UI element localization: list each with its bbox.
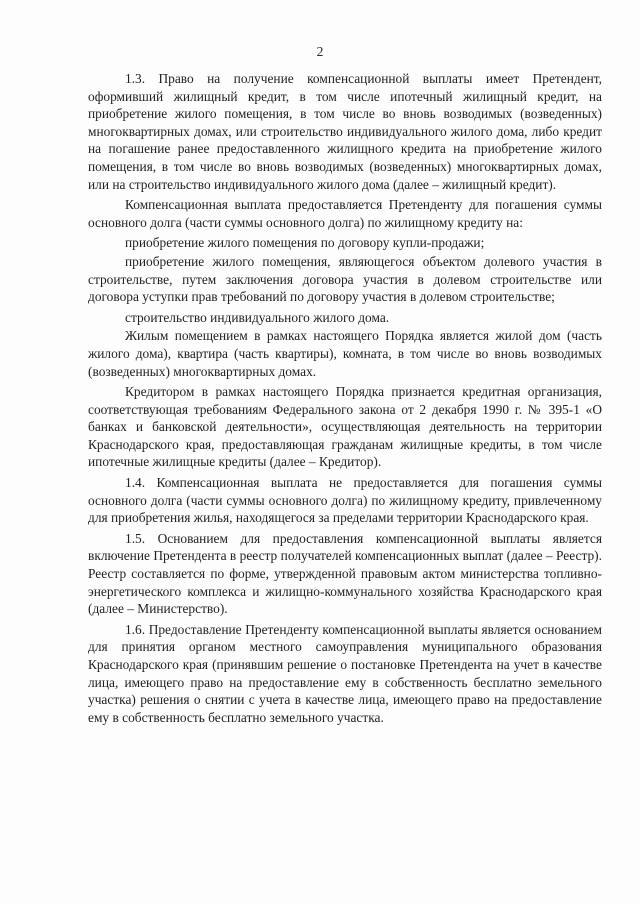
paragraph-individual-house: строительство индивидуального жилого дома. — [125, 309, 390, 325]
document-body — [88, 70, 602, 729]
paragraph-residential-premises: Жилым помещением в рамках настоящего Порядка является жилой дом (часть жилого дома), квартира (часть квартиры), комната, в том числе во вновь возводимых (возведенных) многоквартирных домах. — [88, 328, 602, 379]
paragraph-1-6: 1.6. Предоставление Претенденту компенсационной выплаты является основанием для принятия органом местного самоуправления муниципального образования Краснодарского края (принявшим решение о постановке Претендента на учет в качестве лица, имеющего право на предоставление ему в собственность бесплатно земельного участка) решения о снятии с учета в качестве лица, имеющего право на предоставление ему в собственность бесплатно земельного участка. — [88, 621, 602, 725]
paragraph-purchase: приобретение жилого помещения по договору купли-продажи; — [125, 235, 485, 251]
paragraph-1-4: 1.4. Компенсационная выплата не предоставляется для погашения суммы основного долга (части суммы основного долга) по жилищному кредиту, привлеченному для приобретения жилья, находящегося за пределами территории Краснодарского края. — [88, 475, 602, 526]
paragraph-compensation-purpose: Компенсационная выплата предоставляется Претенденту для погашения суммы основного долга (части суммы основного долга) по жилищному кредиту на: — [88, 197, 602, 230]
paragraph-1-3: 1.3. Право на получение компенсационной выплаты имеет Претендент, оформивший жилищный кредит, в том числе ипотечный жилищный кредит, на приобретение жилого помещения, в том числе во вновь возводимых (возведенных) многоквартирных домах, или строительство индивидуального жилого дома, либо кредит на погашение ранее предоставленного жилищного кредита на приобретение жилого помещения, в том числе во вновь возводимых (возведенных) многоквартирных домах, или на строительство индивидуального жилого дома (далее – жилищный кредит). — [88, 71, 602, 192]
page-number: 2 — [316, 44, 324, 59]
paragraph-1-5: 1.5. Основанием для предоставления компенсационной выплаты является включение Претендента в реестр получателей компенсационных выплат (далее – Реестр). Реестр составляется по форме, утвержденной правовым актом министерства топливно-энергетического комплекса и жилищно-коммунального хозяйства Краснодарского края (далее – Министерство). — [88, 530, 602, 617]
paragraph-creditor: Кредитором в рамках настоящего Порядка признается кредитная организация, соответствующая требованиям Федерального закона от 2 декабря 1990 г. № 395-1 «О банках и банковской деятельности», осуществляющая деятельность на территории Краснодарского края, предоставляющая гражданам жилищные кредиты, в том числе ипотечные жилищные кредиты (далее – Кредитор). — [88, 384, 602, 470]
paragraph-shared-construction: приобретение жилого помещения, являющегося объектом долевого участия в строительстве, путем заключения договора участия в долевом строительстве или договора уступки прав требований по договору участия в долевом строительстве; — [88, 253, 602, 305]
